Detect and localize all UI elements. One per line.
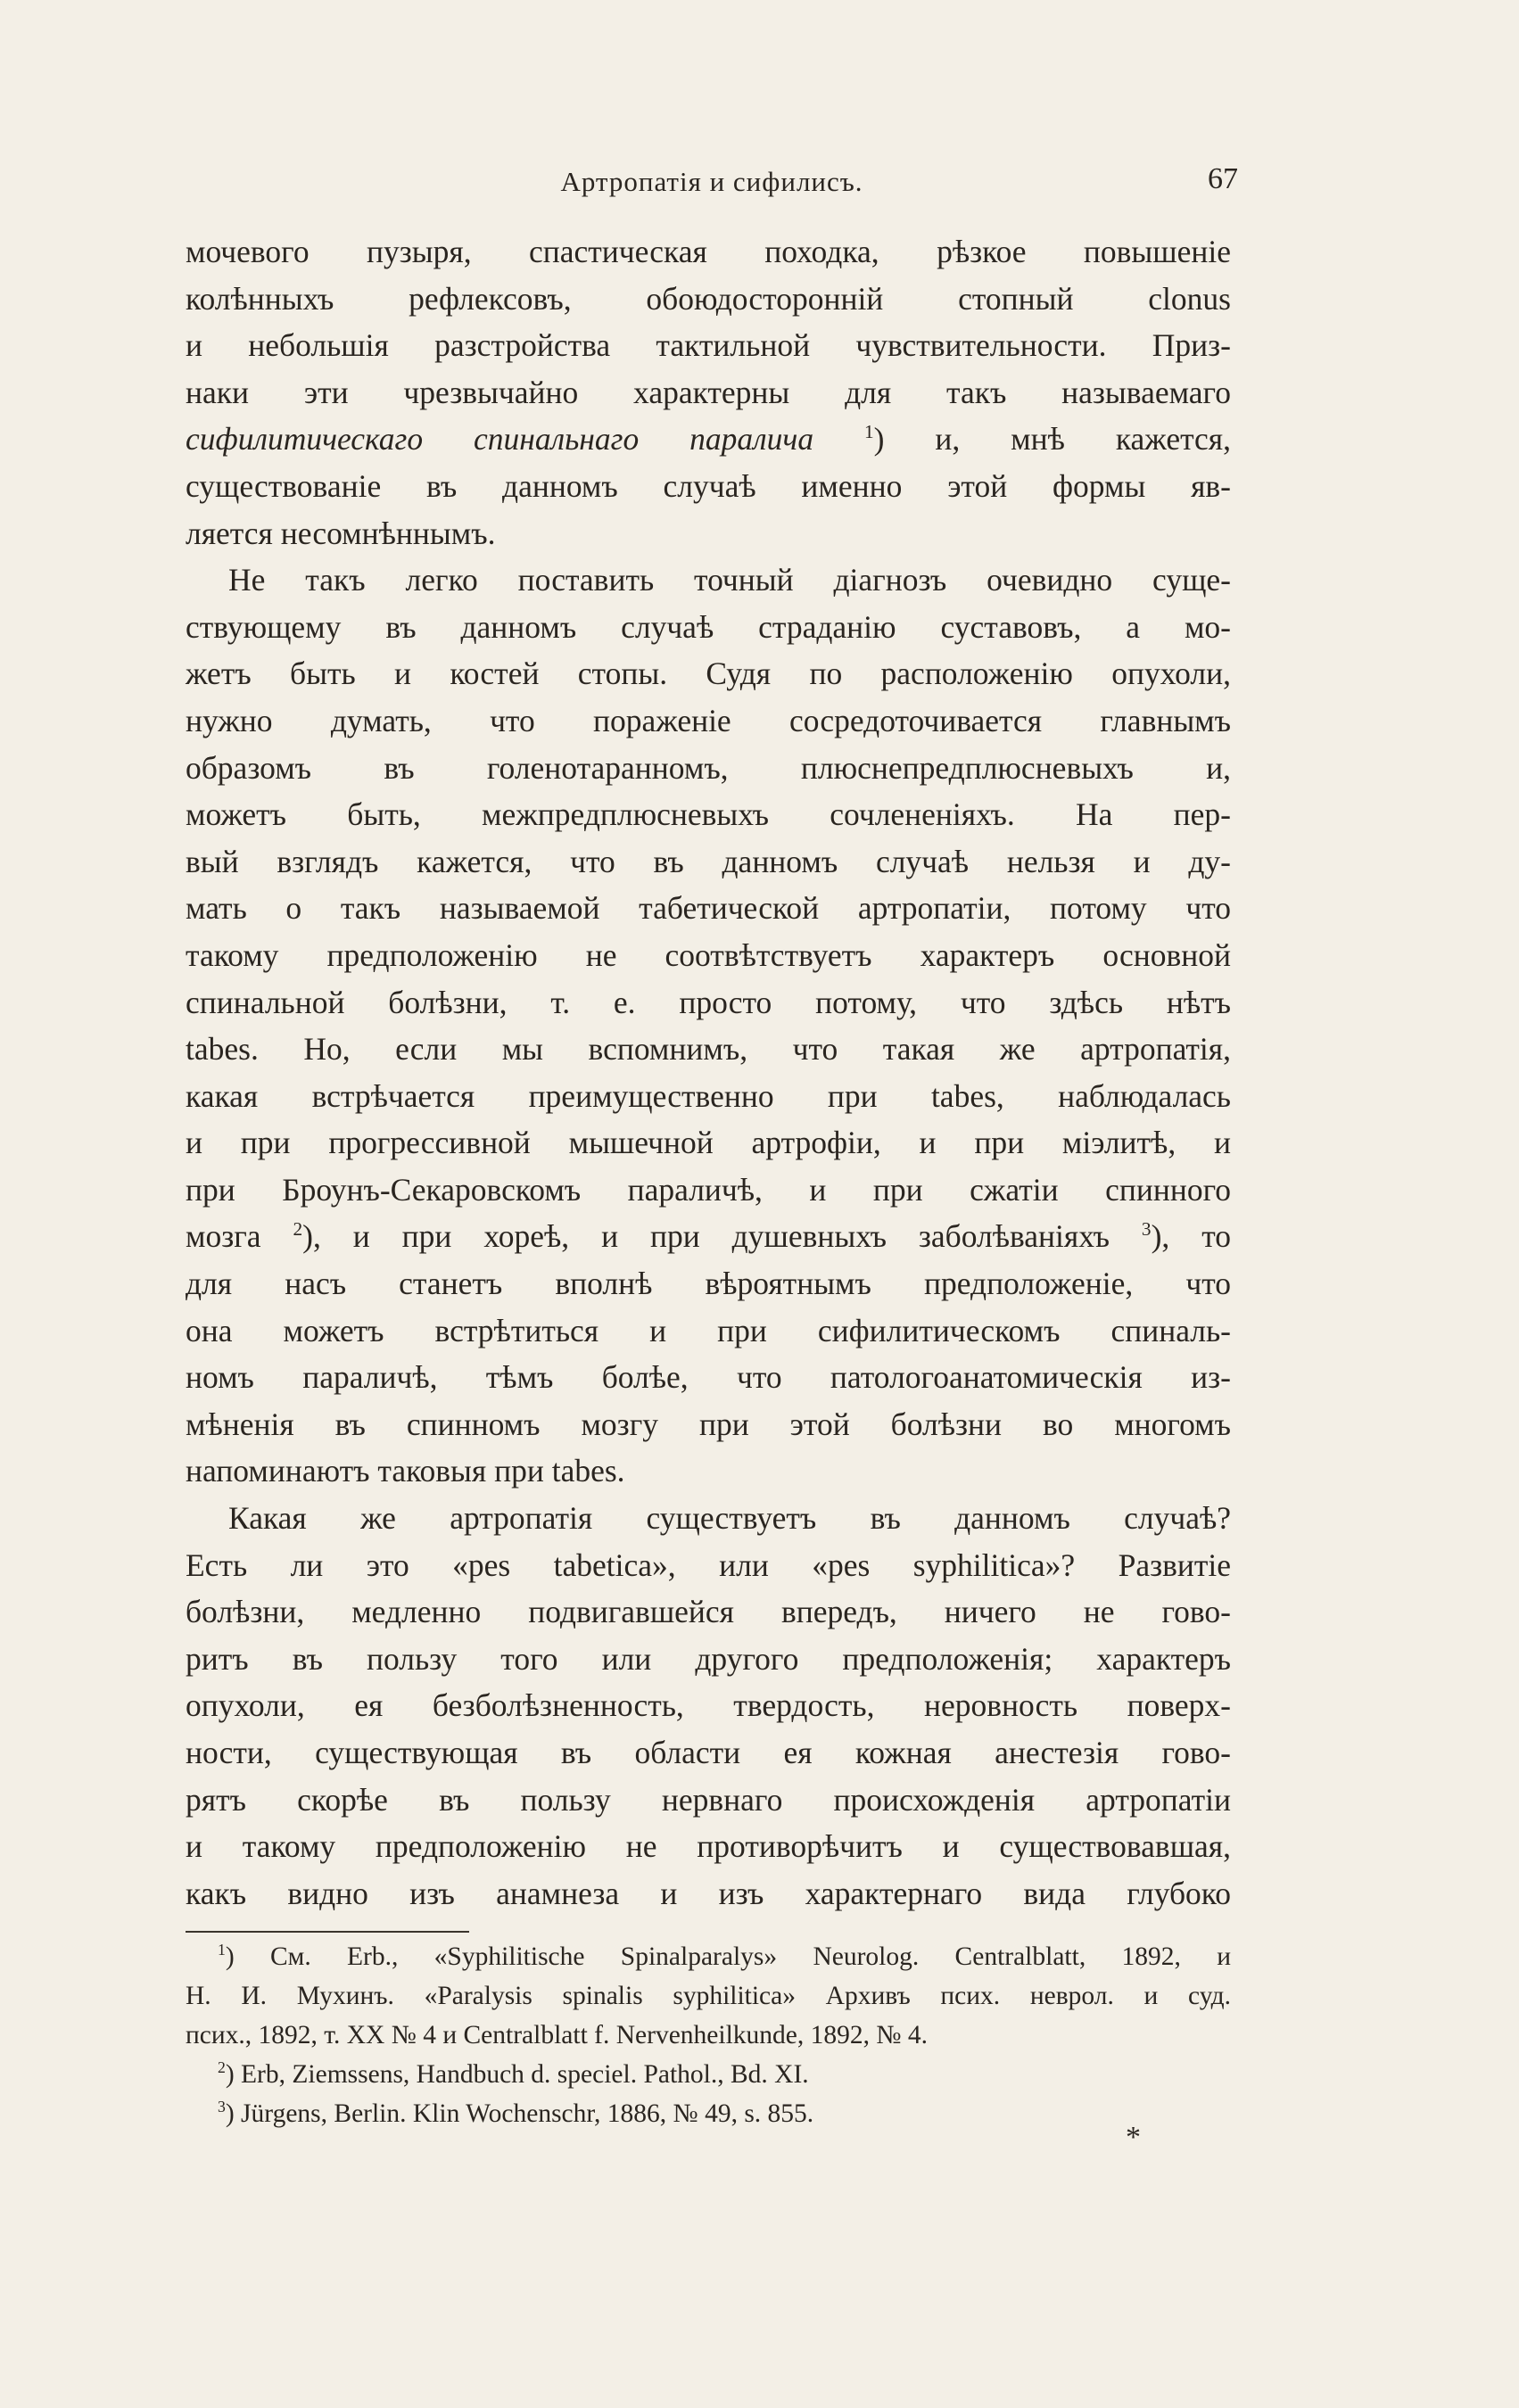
text-fragment: ), то [1151, 1218, 1231, 1255]
text-fragment: ), и при хореѣ, и при душевныхъ заболѣваніяхъ [302, 1218, 1142, 1255]
text-line: ляется несомнѣннымъ. [186, 515, 496, 551]
text-line: ности, существующая въ области ея кожная анестезія гово- [186, 1735, 1231, 1770]
text-line: мочевого пузыря, спастическая походка, рѣзкое повышеніе [186, 234, 1231, 269]
text-line: жетъ быть и костей стопы. Судя по расположенію опухоли, [186, 656, 1231, 692]
text-line: ритъ въ пользу того или другого предположенія; характеръ [186, 1640, 1231, 1677]
footnote-2 [186, 2055, 1231, 2094]
text-line: рятъ скорѣе въ пользу нервнаго происхожденія артропатіи [186, 1781, 1231, 1818]
text-line: какъ видно изъ анамнеза и изъ характернаго вида глубоко [186, 1875, 1231, 1911]
footnote-3 [186, 2094, 1231, 2133]
text-line: при Броунъ-Секаровскомъ параличѣ, и при сжатіи спинного [186, 1171, 1231, 1208]
text-line: для насъ станетъ вполнѣ вѣроятнымъ предположеніе, что [186, 1266, 1231, 1302]
footnote-marker: 1 [218, 1941, 226, 1959]
running-title: Артропатія и сифилисъ. [560, 166, 863, 197]
footnote-text: ) См. Erb., «Syphilitische Spinalparalys» Neurolog. Centralblatt, 1892, и [225, 1942, 1231, 1971]
footnote-text: ) Jürgens, Berlin. Klin Wochenschr, 1886, № 49, s. 855. [225, 2099, 814, 2128]
text-line: существованіе въ данномъ случаѣ именно этой формы яв- [186, 467, 1231, 504]
text-line [186, 1213, 1231, 1260]
body-text [186, 228, 1231, 1917]
text-line: она можетъ встрѣтиться и при сифилитическомъ спиналь- [186, 1312, 1231, 1348]
text-line: болѣзни, медленно подвигавшейся впередъ, ничего не гово- [186, 1594, 1231, 1630]
signature-mark: * [1126, 2121, 1141, 2154]
text-line: такому предположенію не соотвѣтствуетъ характеръ основной [186, 936, 1231, 973]
footnote-marker: 3 [218, 2098, 226, 2116]
text-line: Не такъ легко поставить точный діагнозъ очевидно суще- [228, 562, 1231, 598]
footnote-divider [186, 1931, 469, 1933]
text-line: и при прогрессивной мышечной артрофіи, и при міэлитѣ, и [186, 1125, 1231, 1161]
text-fragment: мозга [186, 1218, 293, 1255]
text-line: и небольшія разстройства тактильной чувствительности. Приз- [186, 327, 1231, 364]
footnotes [186, 1937, 1231, 2133]
footnote-ref: 2 [293, 1218, 303, 1241]
text-line: вый взглядъ кажется, что въ данномъ случаѣ нельзя и ду- [186, 843, 1231, 879]
footnote-1-cont: Н. И. Мухинъ. «Paralysis spinalis syphilitica» Архивъ псих. неврол. и суд. [186, 1982, 1231, 2010]
text-line: можетъ быть, межпредплюсневыхъ сочлененіяхъ. На пер- [186, 796, 1231, 833]
footnote-ref: 3 [1141, 1218, 1152, 1241]
footnote-marker: 2 [218, 2058, 226, 2077]
text-line [186, 416, 1231, 463]
text-line: и такому предположенію не противорѣчитъ и существовавшая, [186, 1828, 1231, 1865]
footnote-1-cont: псих., 1892, т. XX № 4 и Centralblatt f. Nervenheilkunde, 1892, № 4. [186, 2021, 929, 2049]
text-line: мать о такъ называемой табетической артропатіи, потому что [186, 890, 1231, 927]
text-line: образомъ въ голенотаранномъ, плюснепредплюсневыхъ и, [186, 749, 1231, 786]
page-number: 67 [1208, 162, 1238, 195]
footnote-ref: 1 [864, 421, 874, 443]
text-line: какая встрѣчается преимущественно при tabes, наблюдалась [186, 1077, 1231, 1114]
text-line: ствующему въ данномъ случаѣ страданію суставовъ, а мо- [186, 608, 1231, 645]
text-line: мѣненія въ спинномъ мозгу при этой болѣзни во многомъ [186, 1406, 1231, 1442]
page-header [186, 159, 1238, 203]
text-line: Какая же артропатія существуетъ въ данномъ случаѣ? [228, 1500, 1231, 1537]
text-line: Есть ли это «pes tabetica», или «pes syphilitica»? Развитіе [186, 1546, 1231, 1583]
italic-term: сифилитическаго спинальнаго паралича [186, 421, 814, 458]
text-line: напоминаютъ таковыя при tabes. [186, 1453, 625, 1489]
text-line: опухоли, ея безболѣзненность, твердость, неровность поверх- [186, 1687, 1231, 1724]
text-line: наки эти чрезвычайно характерны для такъ называемаго [186, 374, 1231, 410]
text-fragment: ) и, мнѣ кажется, [873, 421, 1232, 458]
footnote-text: ) Erb, Ziemssens, Handbuch d. speciel. Pathol., Bd. XI. [225, 2060, 809, 2089]
text-line: колѣнныхъ рефлексовъ, обоюдосторонній стопный clonus [186, 280, 1231, 317]
text-line: tabes. Но, если мы вспомнимъ, что такая же артропатія, [186, 1031, 1231, 1068]
text-line: нужно думать, что пораженіе сосредоточивается главнымъ [186, 702, 1231, 738]
text-line: спинальной болѣзни, т. е. просто потому, что здѣсь нѣтъ [186, 984, 1231, 1020]
footnote-1 [186, 1937, 1231, 1976]
text-line: номъ параличѣ, тѣмъ болѣе, что патологоанатомическія из- [186, 1359, 1231, 1396]
